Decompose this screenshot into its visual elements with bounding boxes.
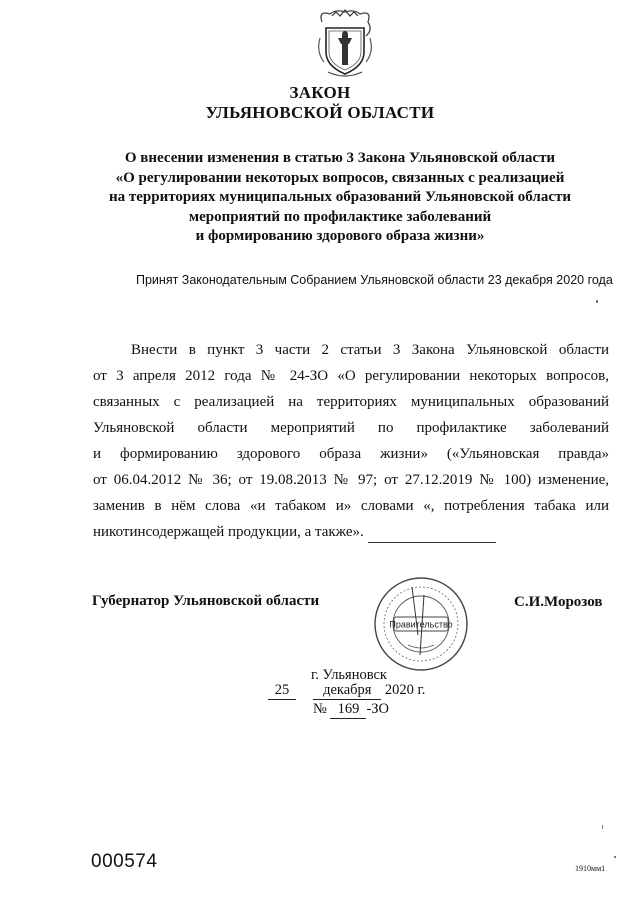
number-sign: № xyxy=(313,701,327,717)
signatory-position: Губернатор Ульяновской области xyxy=(92,593,320,609)
subject-line: О внесении изменения в статью 3 Закона Ульяновской области xyxy=(124,150,556,166)
body-line: Внести в пункт 3 части 2 статьи 3 Закона Ульяновской области xyxy=(131,342,609,358)
body-line: связанных с реализацией на территориях муниципальных образований xyxy=(93,394,609,410)
number-value: 169 xyxy=(330,701,366,719)
date-year: 2020 г. xyxy=(384,682,426,698)
subject-line: мероприятий по профилактике заболеваний xyxy=(188,208,492,225)
date-day: 25 xyxy=(268,682,296,700)
law-body-paragraph xyxy=(93,337,609,545)
body-line: от 3 апреля 2012 года № 24-ЗО «О регулировании некоторых вопросов, xyxy=(93,368,609,384)
law-subject-heading xyxy=(80,149,600,247)
text-end-rule xyxy=(368,542,496,543)
coat-of-arms-emblem xyxy=(316,8,374,80)
law-number xyxy=(313,701,389,719)
scan-speck xyxy=(596,300,598,303)
body-line: заменив в нём слова «и табаком и» словами «, потребления табака или xyxy=(93,498,609,514)
registry-number: 000574 xyxy=(91,851,158,872)
document-type-title: ЗАКОН xyxy=(289,83,351,102)
issuing-region-title: УЛЬЯНОВСКОЙ ОБЛАСТИ xyxy=(205,103,435,122)
subject-line: и формированию здорового образа жизни» xyxy=(195,228,485,244)
subject-line: на территориях муниципальных образований Ульяновской области xyxy=(108,189,571,205)
scan-speck xyxy=(602,825,603,829)
number-suffix: -ЗО xyxy=(366,701,390,717)
official-seal xyxy=(372,575,470,673)
body-line: от 06.04.2012 № 36; от 19.08.2013 № 97; от 27.12.2019 № 100) изменение, xyxy=(93,472,609,488)
adoption-note: Принят Законодательным Собранием Ульяновской области 23 декабря 2020 года xyxy=(136,273,613,287)
subject-line: «О регулировании некоторых вопросов, связанных с реализацией xyxy=(115,169,565,186)
scan-speck xyxy=(614,856,616,858)
signatory-name: С.И.Морозов xyxy=(514,594,603,610)
body-line: Ульяновской области мероприятий по профилактике заболеваний xyxy=(93,420,609,436)
body-line: и формированию здорового образа жизни» («Ульяновская правда» xyxy=(93,446,609,462)
seal-label: Правительство xyxy=(389,619,453,630)
signing-date xyxy=(268,682,425,700)
print-code: 1910мм1 xyxy=(575,864,606,873)
body-line: никотинсодержащей продукции, а также». xyxy=(93,524,364,540)
signing-place: г. Ульяновск xyxy=(311,667,387,683)
date-month: декабря xyxy=(313,682,381,700)
